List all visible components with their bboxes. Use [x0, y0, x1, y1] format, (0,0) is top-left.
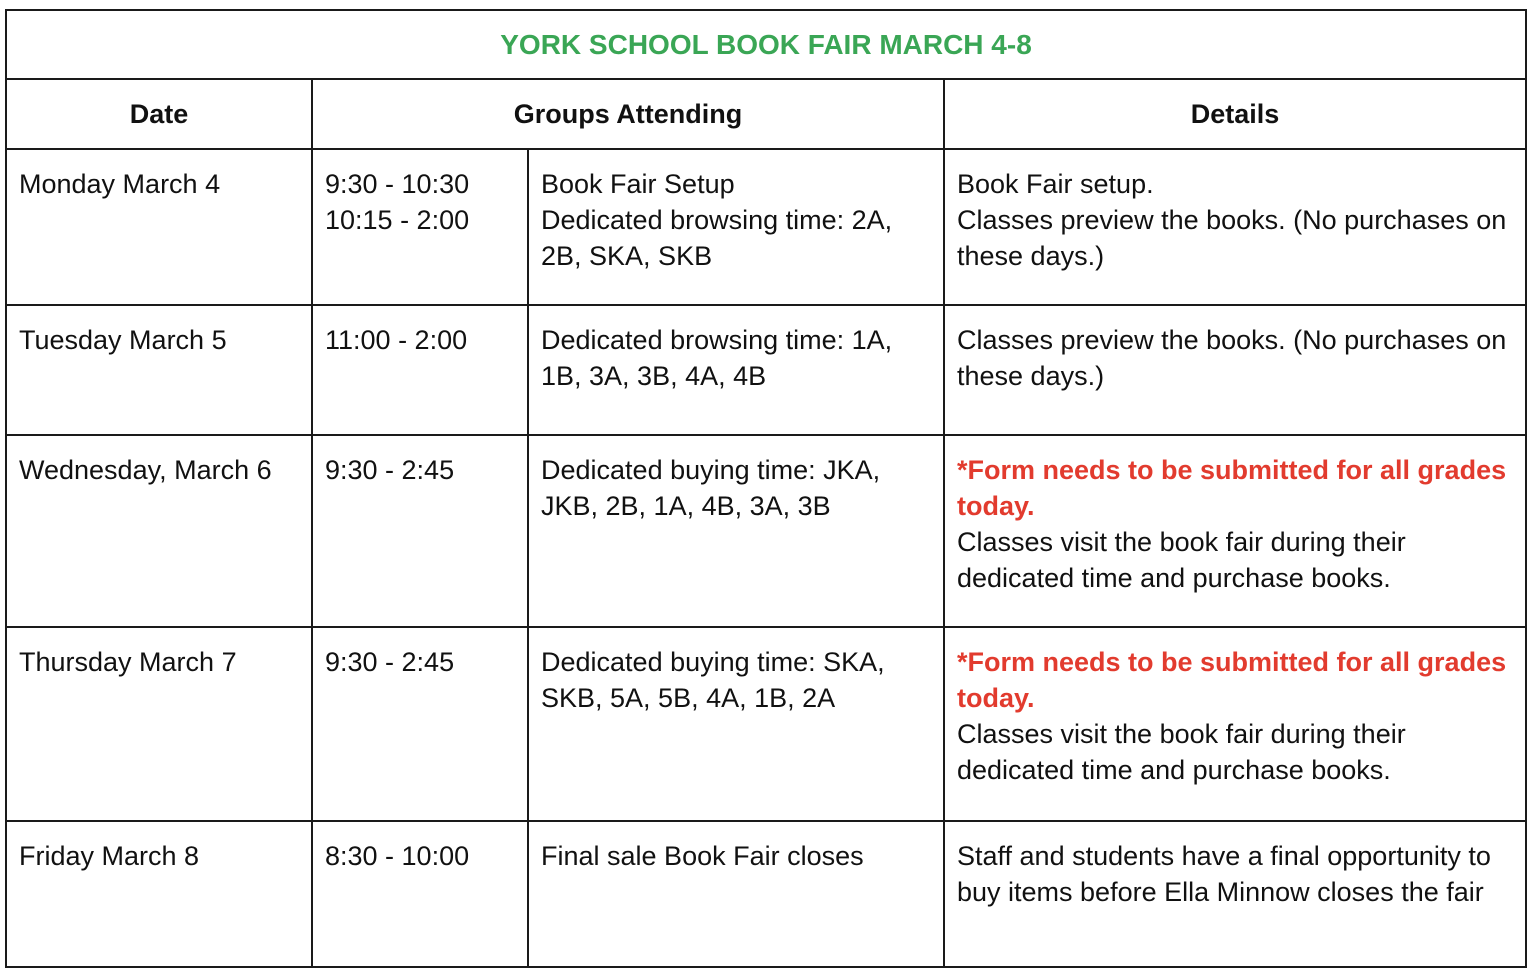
- details-cell: [944, 821, 1526, 967]
- groups-cell: [528, 435, 944, 627]
- date-cell: Monday March 4: [6, 149, 312, 305]
- detail-line: Classes preview the books. (No purchases on these days.): [957, 325, 1507, 391]
- group-line: Final sale Book Fair closes: [541, 841, 864, 871]
- details-cell: [944, 627, 1526, 821]
- group-line: Dedicated browsing time: 2A, 2B, SKA, SKB: [541, 205, 893, 271]
- header-date: Date: [6, 79, 312, 149]
- details-cell: [944, 435, 1526, 627]
- table-row: [6, 149, 1526, 305]
- time-slot: 9:30 - 2:45: [325, 455, 455, 485]
- time-cell: [312, 305, 528, 435]
- header-groups: Groups Attending: [312, 79, 944, 149]
- detail-line: Staff and students have a final opportunity to buy items before Ella Minnow closes the fair: [957, 841, 1491, 907]
- groups-cell: [528, 305, 944, 435]
- time-cell: [312, 821, 528, 967]
- table-title: YORK SCHOOL BOOK FAIR MARCH 4-8: [6, 10, 1526, 79]
- time-slot: 9:30 - 2:45: [325, 647, 455, 677]
- table-row: [6, 305, 1526, 435]
- time-slot: 11:00 - 2:00: [325, 325, 468, 355]
- time-slot: 8:30 - 10:00: [325, 841, 470, 871]
- form-alert: *Form needs to be submitted for all grades today.: [957, 647, 1507, 713]
- schedule-document: [5, 9, 1525, 968]
- date-cell: Tuesday March 5: [6, 305, 312, 435]
- detail-line: Book Fair setup.: [957, 169, 1154, 199]
- groups-cell: [528, 821, 944, 967]
- detail-line: Classes visit the book fair during their dedicated time and purchase books.: [957, 527, 1406, 593]
- table-row: [6, 821, 1526, 967]
- groups-cell: [528, 627, 944, 821]
- detail-line: Classes visit the book fair during their dedicated time and purchase books.: [957, 719, 1406, 785]
- time-cell: [312, 435, 528, 627]
- table-row: [6, 627, 1526, 821]
- date-cell: Wednesday, March 6: [6, 435, 312, 627]
- detail-line: Classes preview the books. (No purchases on these days.): [957, 205, 1507, 271]
- details-cell: [944, 305, 1526, 435]
- title-row: [6, 10, 1526, 79]
- details-cell: [944, 149, 1526, 305]
- date-cell: Friday March 8: [6, 821, 312, 967]
- table-row: [6, 435, 1526, 627]
- groups-cell: [528, 149, 944, 305]
- time-cell: [312, 627, 528, 821]
- schedule-rows: [6, 149, 1526, 967]
- group-line: Dedicated buying time: JKA, JKB, 2B, 1A, 4B, 3A, 3B: [541, 455, 881, 521]
- time-slot: 10:15 - 2:00: [325, 205, 470, 235]
- form-alert: *Form needs to be submitted for all grades today.: [957, 455, 1507, 521]
- time-slot: 9:30 - 10:30: [325, 169, 470, 199]
- date-cell: Thursday March 7: [6, 627, 312, 821]
- group-line: Dedicated browsing time: 1A, 1B, 3A, 3B, 4A, 4B: [541, 325, 893, 391]
- header-details: Details: [944, 79, 1526, 149]
- time-cell: [312, 149, 528, 305]
- group-line: Dedicated buying time: SKA, SKB, 5A, 5B, 4A, 1B, 2A: [541, 647, 885, 713]
- group-line: Book Fair Setup: [541, 169, 735, 199]
- header-row: [6, 79, 1526, 149]
- schedule-table: [5, 9, 1527, 968]
